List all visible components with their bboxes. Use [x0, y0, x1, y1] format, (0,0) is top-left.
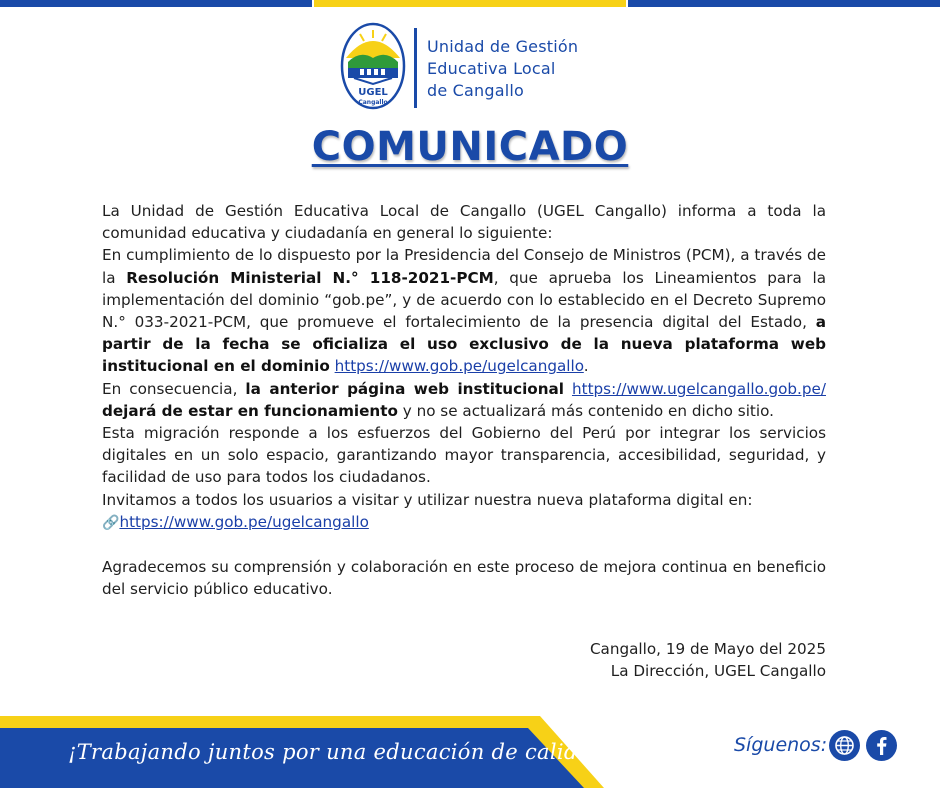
- announcement-body: [102, 200, 826, 600]
- signature-place-date: Cangallo, 19 de Mayo del 2025: [589, 640, 826, 658]
- new-site-link[interactable]: https://www.gob.pe/ugelcangallo: [334, 357, 584, 376]
- logo-line-2: Educativa Local: [427, 59, 556, 78]
- resolution-text-c: , que aprueba los Lineamientos para la implementación del dominio “gob.pe”, y de acuerdo con lo establecido en el Decreto Supremo N.° 033-2021-PCM, que promueve el fortalecimiento de la presencia digital del Estado,: [102, 268, 826, 332]
- ugel-logo: [340, 22, 600, 112]
- consequence-text-a: En consecuencia,: [102, 379, 246, 398]
- top-stripe-yellow: [314, 0, 626, 7]
- top-stripe-blue-left: [0, 0, 312, 7]
- resolution-period: .: [583, 357, 589, 376]
- ugel-emblem-icon: [340, 22, 406, 110]
- paragraph-thanks: Agradecemos su comprensión y colaboración en este proceso de mejora continua en beneficio del servicio público educativo.: [102, 558, 826, 599]
- paragraph-link-line: [102, 511, 826, 534]
- resolution-text-a: En cumplimiento de lo dispuesto por la Presidencia del Consejo de Ministros (PCM), a través de la: [102, 246, 826, 287]
- logo-divider: [414, 28, 417, 108]
- top-stripe-blue-right: [628, 0, 940, 7]
- emblem-ugel-text: UGEL: [358, 87, 388, 98]
- globe-icon[interactable]: [829, 730, 860, 761]
- old-site-link[interactable]: https://www.ugelcangallo.gob.pe/: [572, 379, 826, 398]
- paragraph-invitation: Invitamos a todos los usuarios a visitar y utilizar nuestra nueva plataforma digital en:: [102, 490, 753, 509]
- paragraph-spacer: [102, 534, 826, 556]
- signature-block: [590, 638, 826, 682]
- consequence-space-1: [564, 380, 572, 398]
- signature-author: La Dirección, UGEL Cangallo: [610, 662, 826, 681]
- paragraph-migration: Esta migración responde a los esfuerzos del Gobierno del Perú por integrar los servicios digitales en un solo espacio, garantizando mayor transparencia, accesibilidad, seguridad, y facilidad de uso para todos los ciudadanos.: [102, 424, 826, 487]
- logo-line-3: de Cangallo: [427, 81, 525, 100]
- link-icon: 🔗: [102, 514, 120, 531]
- consequence-old-site: la anterior página web institucional: [245, 379, 564, 398]
- footer-slogan: ¡Trabajando juntos por una educación de calidad!: [68, 740, 613, 764]
- consequence-text-f: y no se actualizará más contenido en dicho sitio.: [397, 401, 774, 420]
- logo-wordmark: [427, 36, 578, 102]
- emblem-cangallo-text: Cangallo: [358, 99, 388, 106]
- paragraph-resolution: [102, 244, 826, 377]
- consequence-shutdown: dejará de estar en funcionamiento: [102, 401, 398, 420]
- resolution-emphasis: a partir de la fecha se oficializa el uso exclusivo de la nueva plataforma web institucional en el dominio: [102, 313, 826, 376]
- resolution-title: Resolución Ministerial N.° 118-2021-PCM: [126, 268, 494, 287]
- top-stripe: [0, 0, 940, 7]
- paragraph-intro: La Unidad de Gestión Educativa Local de Cangallo (UGEL Cangallo) informa a toda la comunidad educativa y ciudadanía en general lo siguiente:: [102, 202, 826, 243]
- paragraph-consequence: [102, 378, 826, 422]
- page-title: COMUNICADO: [311, 124, 629, 170]
- facebook-icon[interactable]: [866, 730, 897, 761]
- logo-line-1: Unidad de Gestión: [427, 37, 579, 56]
- invitation-link[interactable]: https://www.gob.pe/ugelcangallo: [119, 512, 369, 531]
- follow-label: Síguenos:: [734, 734, 828, 756]
